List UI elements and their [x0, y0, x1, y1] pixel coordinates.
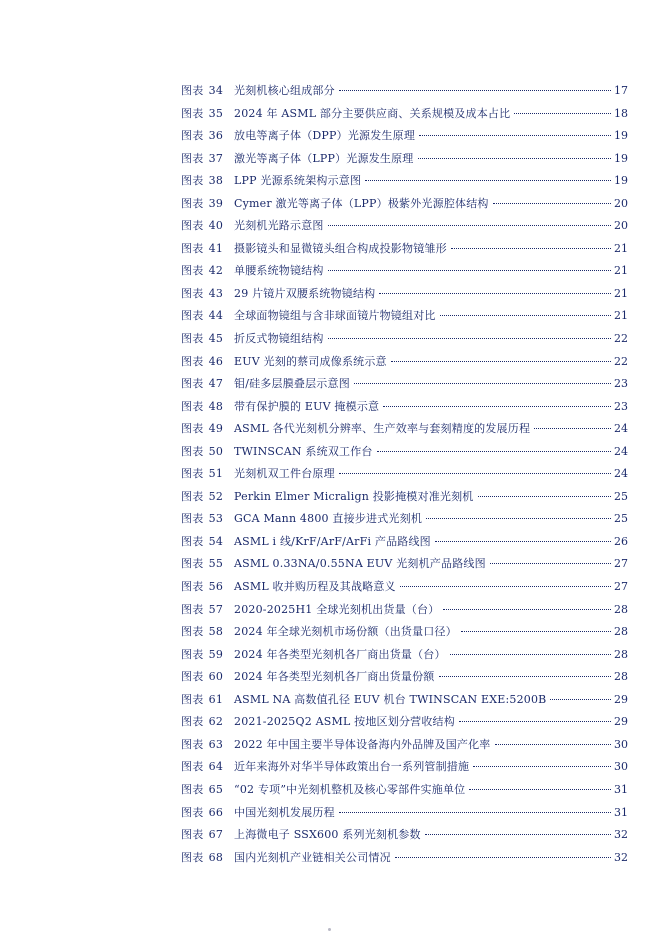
page-number: 24 [614, 422, 628, 436]
figure-label-prefix: 图表 [181, 760, 204, 774]
toc-entry[interactable] [181, 396, 628, 419]
figure-number: 68 [208, 850, 224, 864]
dot-leader [469, 789, 611, 790]
figure-label [181, 260, 234, 283]
figure-title: 2022 年中国主要半导体设备海内外品牌及国产化率 [234, 737, 491, 751]
page-number: 28 [614, 670, 628, 684]
page-number: 27 [614, 580, 628, 594]
dot-leader [391, 361, 611, 362]
toc-entry[interactable] [181, 441, 628, 464]
dot-leader [450, 654, 611, 655]
figure-title: GCA Mann 4800 直接步进式光刻机 [234, 512, 423, 526]
dot-leader [383, 406, 611, 407]
figure-title: 2020-2025H1 全球光刻机出货量（台） [234, 602, 440, 616]
toc-entry[interactable] [181, 148, 628, 171]
dot-leader [495, 744, 612, 745]
figure-title: 光刻机双工件台原理 [234, 467, 335, 481]
dot-leader [328, 338, 611, 339]
figure-title: EUV 光刻的蔡司成像系统示意 [234, 354, 387, 368]
figure-label-prefix: 图表 [181, 106, 204, 120]
figure-title: 带有保护膜的 EUV 掩模示意 [234, 399, 380, 413]
figure-number: 58 [208, 625, 224, 639]
figure-label [181, 621, 234, 644]
figure-title: Perkin Elmer Micralign 投影掩模对准光刻机 [234, 489, 474, 503]
figure-title: LPP 光源系统架构示意图 [234, 174, 362, 188]
figure-label-prefix: 图表 [181, 692, 204, 706]
figure-label [181, 463, 234, 486]
figure-label-prefix: 图表 [181, 151, 204, 165]
figure-number: 63 [208, 737, 224, 751]
page-number: 25 [614, 512, 628, 526]
figure-label [181, 328, 234, 351]
figure-number: 38 [208, 174, 224, 188]
figure-number: 48 [208, 399, 224, 413]
figure-number: 35 [208, 106, 224, 120]
figure-label-prefix: 图表 [181, 241, 204, 255]
toc-entry[interactable] [181, 576, 628, 599]
figure-label-prefix: 图表 [181, 467, 204, 481]
dot-leader [514, 113, 611, 114]
page-number: 21 [614, 309, 628, 323]
figure-label [181, 599, 234, 622]
figure-title: ASML i 线/KrF/ArF/ArFi 产品路线图 [234, 534, 431, 548]
dot-leader [473, 766, 611, 767]
figure-label [181, 486, 234, 509]
figure-title: ASML 各代光刻机分辨率、生产效率与套刻精度的发展历程 [234, 422, 531, 436]
figure-title: 上海微电子 SSX600 系列光刻机参数 [234, 828, 421, 842]
figure-title: 光刻机核心组成部分 [234, 84, 335, 97]
dot-leader [440, 315, 611, 316]
dot-leader [478, 496, 612, 497]
figure-label [181, 125, 234, 148]
figure-number: 45 [208, 332, 224, 346]
figure-label-prefix: 图表 [181, 422, 204, 436]
figure-number: 65 [208, 782, 224, 796]
dot-leader [339, 90, 611, 91]
toc-entry[interactable] [181, 666, 628, 689]
figure-label-prefix: 图表 [181, 602, 204, 616]
page-number: 31 [614, 805, 628, 819]
toc-entry[interactable] [181, 283, 628, 306]
dot-leader [400, 586, 611, 587]
page-number: 32 [614, 850, 628, 864]
dot-leader [419, 135, 611, 136]
figure-label [181, 666, 234, 689]
page-number: 17 [614, 84, 628, 97]
dot-leader [550, 699, 611, 700]
page-number: 21 [614, 286, 628, 300]
figure-label-prefix: 图表 [181, 715, 204, 729]
toc-entry[interactable] [181, 373, 628, 396]
figure-label-prefix: 图表 [181, 84, 204, 97]
figure-label-prefix: 图表 [181, 670, 204, 684]
figure-number: 34 [208, 84, 224, 97]
toc-entry[interactable] [181, 802, 628, 825]
toc-entry[interactable] [181, 215, 628, 238]
dot-leader [426, 518, 611, 519]
toc-entry[interactable] [181, 170, 628, 193]
toc-entry[interactable] [181, 621, 628, 644]
figure-label [181, 373, 234, 396]
toc-entry[interactable] [181, 125, 628, 148]
toc-entry[interactable] [181, 328, 628, 351]
figure-number: 36 [208, 129, 224, 143]
toc-entry[interactable] [181, 238, 628, 261]
figure-label [181, 396, 234, 419]
toc-entry[interactable] [181, 756, 628, 779]
figure-title: 钼/硅多层膜叠层示意图 [234, 377, 350, 391]
figure-label [181, 847, 234, 870]
figure-title: ASML 0.33NA/0.55NA EUV 光刻机产品路线图 [234, 557, 486, 571]
dot-leader [534, 428, 611, 429]
dot-leader [435, 541, 611, 542]
figure-number: 62 [208, 715, 224, 729]
page-number: 21 [614, 241, 628, 255]
figure-index [181, 80, 628, 869]
toc-entry[interactable] [181, 599, 628, 622]
figure-title: 近年来海外对华半导体政策出台一系列管制措施 [234, 760, 470, 774]
figure-label [181, 283, 234, 306]
figure-title: “02 专项”中光刻机整机及核心零部件实施单位 [234, 782, 466, 796]
toc-entry[interactable] [181, 351, 628, 374]
toc-entry[interactable] [181, 847, 628, 870]
page-number: 24 [614, 467, 628, 481]
toc-entry[interactable] [181, 824, 628, 847]
figure-label-prefix: 图表 [181, 557, 204, 571]
dot-leader [339, 812, 611, 813]
figure-number: 67 [208, 828, 224, 842]
dot-leader [461, 631, 611, 632]
figure-label-prefix: 图表 [181, 286, 204, 300]
figure-title: 光刻机光路示意图 [234, 219, 324, 233]
dot-leader [418, 158, 611, 159]
dot-leader [339, 473, 611, 474]
dot-leader [328, 270, 611, 271]
figure-title: TWINSCAN 系统双工作台 [234, 444, 373, 458]
figure-label [181, 441, 234, 464]
page-number: 29 [614, 715, 628, 729]
dot-leader [493, 203, 611, 204]
figure-title: 全球面物镜组与含非球面镜片物镜组对比 [234, 309, 436, 323]
toc-entry[interactable] [181, 463, 628, 486]
figure-label-prefix: 图表 [181, 782, 204, 796]
figure-label [181, 305, 234, 328]
toc-entry[interactable] [181, 260, 628, 283]
figure-number: 51 [208, 467, 224, 481]
figure-label [181, 215, 234, 238]
figure-label [181, 238, 234, 261]
figure-number: 66 [208, 805, 224, 819]
figure-label-prefix: 图表 [181, 512, 204, 526]
figure-label [181, 531, 234, 554]
page-number: 22 [614, 332, 628, 346]
figure-label [181, 824, 234, 847]
page-number: 20 [614, 196, 628, 210]
toc-entry[interactable] [181, 193, 628, 216]
dot-leader [377, 451, 611, 452]
figure-title: 2021-2025Q2 ASML 按地区划分营收结构 [234, 715, 455, 729]
figure-number: 46 [208, 354, 224, 368]
page-number: 26 [614, 534, 628, 548]
figure-title: ASML NA 高数值孔径 EUV 机台 TWINSCAN EXE:5200B [234, 692, 547, 706]
figure-label-prefix: 图表 [181, 737, 204, 751]
figure-label [181, 553, 234, 576]
page-number: 24 [614, 444, 628, 458]
page-number: 20 [614, 219, 628, 233]
figure-title: 国内光刻机产业链相关公司情况 [234, 850, 391, 864]
figure-label-prefix: 图表 [181, 264, 204, 278]
page-number: 28 [614, 602, 628, 616]
figure-number: 55 [208, 557, 224, 571]
figure-label-prefix: 图表 [181, 332, 204, 346]
figure-label [181, 351, 234, 374]
figure-label [181, 193, 234, 216]
toc-entry[interactable] [181, 486, 628, 509]
figure-label-prefix: 图表 [181, 828, 204, 842]
figure-label-prefix: 图表 [181, 377, 204, 391]
figure-number: 49 [208, 422, 224, 436]
page-number: 28 [614, 625, 628, 639]
figure-number: 40 [208, 219, 224, 233]
page-number: 23 [614, 399, 628, 413]
dot-leader [379, 293, 611, 294]
toc-entry[interactable] [181, 553, 628, 576]
figure-number: 64 [208, 760, 224, 774]
figure-number: 42 [208, 264, 224, 278]
figure-label-prefix: 图表 [181, 534, 204, 548]
dot-leader [439, 676, 612, 677]
figure-title: 放电等离子体（DPP）光源发生原理 [234, 129, 416, 143]
figure-label-prefix: 图表 [181, 444, 204, 458]
dot-leader [354, 383, 611, 384]
figure-label [181, 734, 234, 757]
page-footer-mark [328, 928, 331, 931]
figure-number: 57 [208, 602, 224, 616]
figure-number: 59 [208, 647, 224, 661]
toc-entry[interactable] [181, 689, 628, 712]
toc-entry[interactable] [181, 644, 628, 667]
figure-label [181, 170, 234, 193]
figure-number: 37 [208, 151, 224, 165]
page-number: 31 [614, 782, 628, 796]
figure-label [181, 644, 234, 667]
figure-title: ASML 收并购历程及其战略意义 [234, 580, 396, 594]
figure-label [181, 711, 234, 734]
page-number: 21 [614, 264, 628, 278]
figure-number: 60 [208, 670, 224, 684]
figure-title: 2024 年各类型光刻机各厂商出货量（台） [234, 647, 446, 661]
figure-label-prefix: 图表 [181, 129, 204, 143]
page-number: 28 [614, 647, 628, 661]
toc-entry[interactable] [181, 80, 628, 103]
toc-entry[interactable] [181, 531, 628, 554]
dot-leader [425, 834, 611, 835]
page-number: 22 [614, 354, 628, 368]
dot-leader [365, 180, 611, 181]
toc-entry[interactable] [181, 305, 628, 328]
figure-label [181, 148, 234, 171]
figure-label-prefix: 图表 [181, 625, 204, 639]
figure-title: 单腰系统物镜结构 [234, 264, 324, 278]
figure-label [181, 576, 234, 599]
figure-label-prefix: 图表 [181, 489, 204, 503]
figure-title: 摄影镜头和显微镜头组合构成投影物镜雏形 [234, 241, 447, 255]
figure-title: 2024 年各类型光刻机各厂商出货量份额 [234, 670, 435, 684]
page-number: 19 [614, 174, 628, 188]
toc-entry[interactable] [181, 779, 628, 802]
figure-number: 52 [208, 489, 224, 503]
figure-title: 折反式物镜组结构 [234, 332, 324, 346]
figure-number: 53 [208, 512, 224, 526]
toc-entry[interactable] [181, 734, 628, 757]
figure-label-prefix: 图表 [181, 850, 204, 864]
page-number: 30 [614, 737, 628, 751]
figure-label [181, 756, 234, 779]
figure-label [181, 689, 234, 712]
figure-number: 56 [208, 580, 224, 594]
figure-number: 54 [208, 534, 224, 548]
page-number: 23 [614, 377, 628, 391]
dot-leader [459, 721, 611, 722]
toc-entry[interactable] [181, 508, 628, 531]
figure-number: 39 [208, 196, 224, 210]
figure-label [181, 418, 234, 441]
page-number: 19 [614, 151, 628, 165]
figure-number: 41 [208, 241, 224, 255]
figure-number: 44 [208, 309, 224, 323]
figure-label [181, 508, 234, 531]
figure-label-prefix: 图表 [181, 647, 204, 661]
figure-number: 43 [208, 286, 224, 300]
figure-title: 2024 年全球光刻机市场份额（出货量口径） [234, 625, 457, 639]
figure-label-prefix: 图表 [181, 219, 204, 233]
figure-label-prefix: 图表 [181, 354, 204, 368]
toc-entry[interactable] [181, 711, 628, 734]
figure-title: 2024 年 ASML 部分主要供应商、关系规模及成本占比 [234, 106, 511, 120]
page-number: 19 [614, 129, 628, 143]
dot-leader [451, 248, 611, 249]
figure-number: 47 [208, 377, 224, 391]
figure-label-prefix: 图表 [181, 805, 204, 819]
page-number: 29 [614, 692, 628, 706]
dot-leader [490, 563, 611, 564]
figure-label-prefix: 图表 [181, 580, 204, 594]
toc-entry[interactable] [181, 418, 628, 441]
figure-label-prefix: 图表 [181, 309, 204, 323]
toc-entry[interactable] [181, 103, 628, 126]
figure-number: 61 [208, 692, 224, 706]
figure-label-prefix: 图表 [181, 174, 204, 188]
dot-leader [328, 225, 611, 226]
figure-label [181, 80, 234, 103]
page-number: 32 [614, 828, 628, 842]
dot-leader [443, 609, 611, 610]
figure-label [181, 779, 234, 802]
figure-title: 中国光刻机发展历程 [234, 805, 335, 819]
figure-title: Cymer 激光等离子体（LPP）极紫外光源腔体结构 [234, 196, 489, 210]
figure-label [181, 103, 234, 126]
page-number: 25 [614, 489, 628, 503]
figure-number: 50 [208, 444, 224, 458]
page-number: 18 [614, 106, 628, 120]
figure-label-prefix: 图表 [181, 399, 204, 413]
dot-leader [395, 857, 611, 858]
figure-title: 29 片镜片双腰系统物镜结构 [234, 286, 376, 300]
figure-label-prefix: 图表 [181, 196, 204, 210]
figure-title: 激光等离子体（LPP）光源发生原理 [234, 151, 414, 165]
page-number: 27 [614, 557, 628, 571]
figure-label [181, 802, 234, 825]
page-number: 30 [614, 760, 628, 774]
